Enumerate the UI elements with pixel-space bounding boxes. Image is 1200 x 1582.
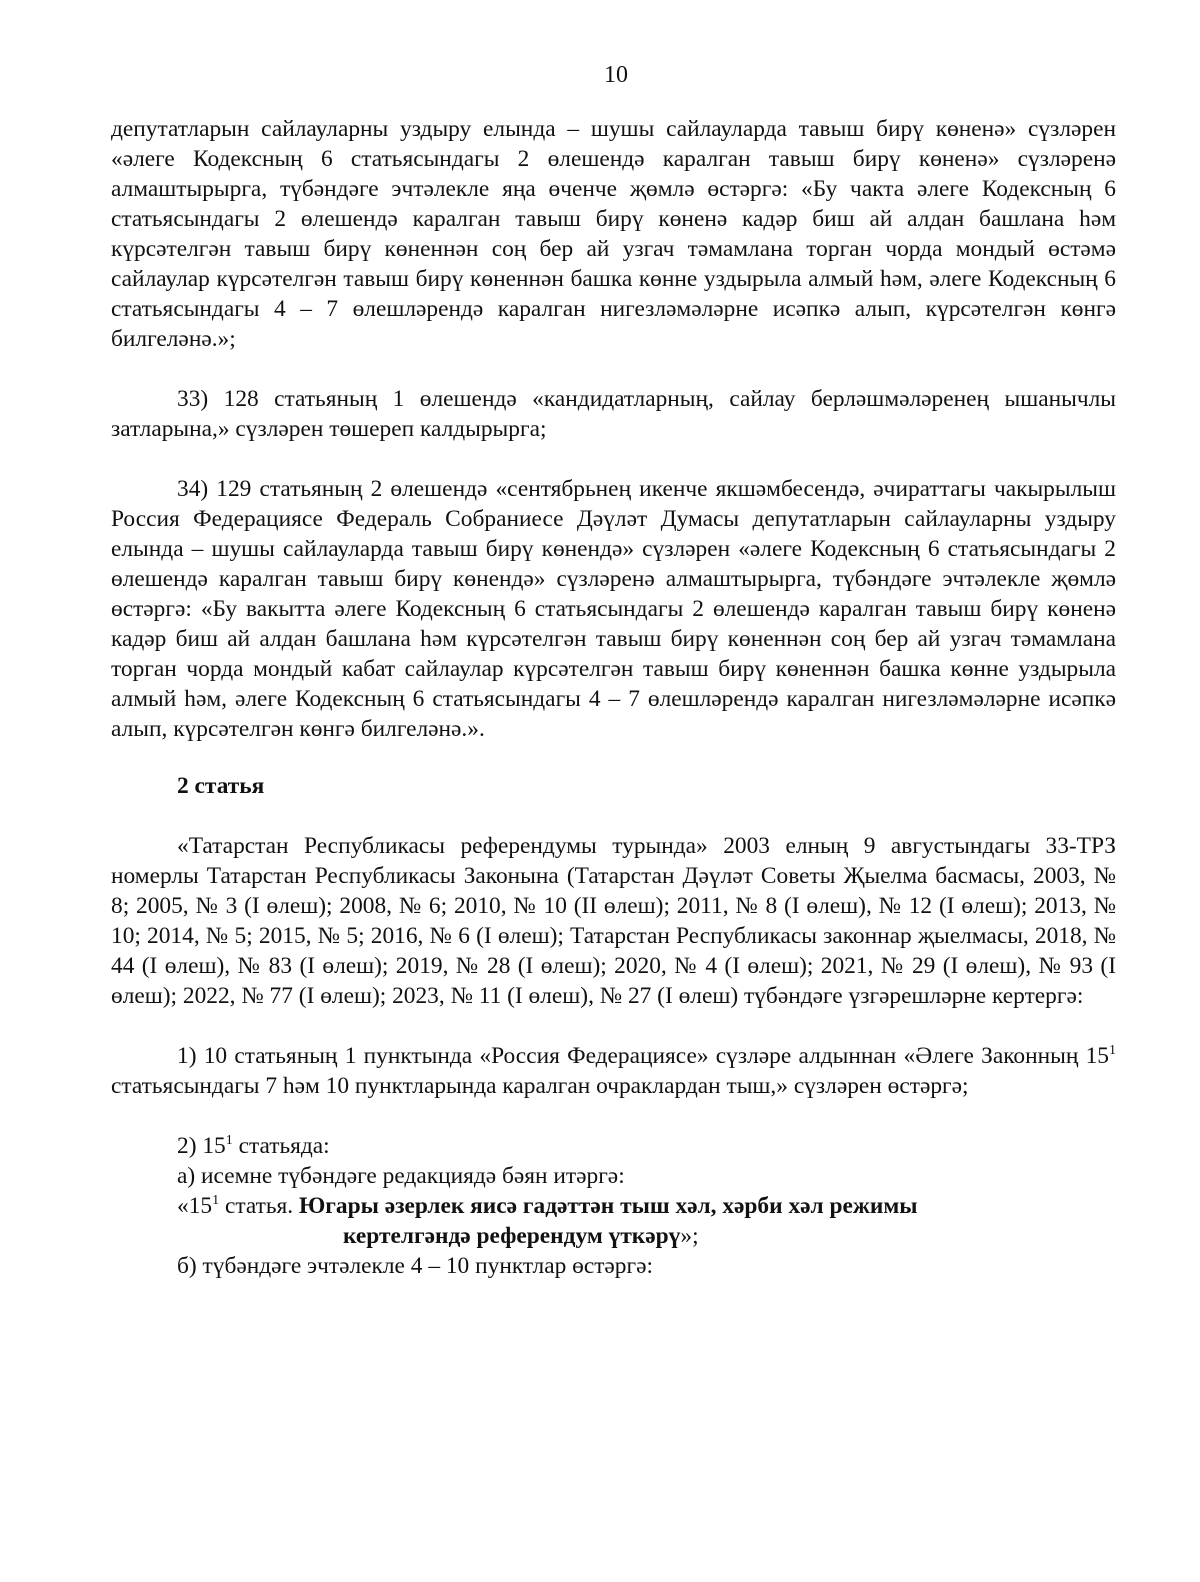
item-34: 34) 129 статьяның 2 өлешендә «сентябрьнең икенче якшәмбесендә, әчираттагы чакырылыш Россия Федерациясе Федераль Собраниесе Дәүләт Думасы депутатларын сайлауларны уздыру елында – шушы сайлауларда тавыш бирү көнендә» сүзләрен «әлеге Кодексның 6 статьясындагы 2 өлешендә каралган тавыш бирү көнендә» сүзләренә алмаштырырга, түбәндәге эчтәлекле җөмлә өстәргә: «Бу вакытта әлеге Кодексның 6 статьясындагы 2 өлешендә каралган тавыш бирү көненә кадәр биш ай алдан башлана һәм күрсәтелгән тавыш бирү көненнән соң бер ай узгач тәмамлана торган чорда мондый кабат сайлаулар күрсәтелгән тавыш бирү көненнән башка көнне уздырыла алмый һәм, әлеге Кодексның 6 статьясындагы 4 – 7 өлешләрендә каралган нигезләмәләрне исәпкә алып, күрсәтелгән көнгә билгеләнә.». — [111, 476, 1116, 742]
article-2-title: 2 статья — [177, 773, 265, 799]
article-2-intro: «Татарстан Республикасы референдумы турында» 2003 елның 9 августындагы 33-ТРЗ номерлы Татарстан Республикасы Законына (Татарстан Дәүләт Советы Җыелма басмасы, 2003, № 8; 2005, № 3 (I өлеш); 2008, № 6; 2010, № 10 (II өлеш); 2011, № 8 (I өлеш), № 12 (I өлеш); 2013, № 10; 2014, № 5; 2015, № 5; 2016, № 6 (I өлеш); Татарстан Республикасы законнар җыелмасы, 2018, № 44 (I өлеш), № 83 (I өлеш); 2019, № 28 (I өлеш); 2020, № 4 (I өлеш); 2021, № 29 (I өлеш), № 93 (I өлеш); 2022, № 77 (I өлеш); 2023, № 11 (I өлеш), № 27 (I өлеш) түбәндәге үзгәрешләрне кертергә: — [111, 833, 1116, 1009]
item-2-sub-a: а) исемне түбәндәге редакциядә бәян итәргә: — [177, 1163, 625, 1189]
superscript: 1 — [225, 1133, 233, 1148]
article-2-item-2: 2) $15^1$ статьяда: — [177, 1133, 330, 1159]
superscript: 1 — [1109, 1043, 1116, 1058]
page-number: 10 — [604, 62, 628, 88]
new-article-heading: «$15^1$ статья. Югары әзерлек яисә гадәттән тыш хәл, хәрби хәл режимы кертелгәндә референдум үткәрү»; — [177, 1193, 918, 1249]
article-2-item-1: 1) 10 статьяның 1 пунктында «Россия Федерациясе» сүзләре алдыннан «Әлеге Законның $15^1$ статьясындагы 7 һәм 10 пунктларында каралган очраклардан тыш,» сүзләрен өстәргә; — [111, 1043, 1116, 1099]
document-body — [111, 114, 1116, 1281]
item-33: 33) 128 статьяның 1 өлешендә «кандидатларның, сайлау берләшмәләренең ышанычлы затларына,» сүзләрен төшереп калдырырга; — [111, 386, 1116, 442]
item-2-sub-b: б) түбәндәге эчтәлекле 4 – 10 пунктлар өстәргә: — [177, 1253, 653, 1279]
superscript: 1 — [212, 1193, 220, 1208]
paragraph-continuation: депутатларын сайлауларны уздыру елында – шушы сайлауларда тавыш бирү көненә» сүзләрен «әлеге Кодексның 6 статьясындагы 2 өлешендә каралган тавыш бирү көненә» сүзләренә алмаштырырга, түбәндәге эчтәлекле яңа өченче җөмлә өстәргә: «Бу чакта әлеге Кодексның 6 статьясындагы 2 өлешендә каралган тавыш бирү көненә кадәр биш ай алдан башлана һәм күрсәтелгән тавыш бирү көненнән соң бер ай узгач тәмамлана торган чорда мондый өстәмә сайлаулар күрсәтелгән тавыш бирү көненнән башка көнне уздырыла алмый һәм, әлеге Кодексның 6 статьясындагы 4 – 7 өлешләрендә каралган нигезләмәләрне исәпкә алып, күрсәтелгән көнгә билгеләнә.»; — [111, 116, 1116, 352]
